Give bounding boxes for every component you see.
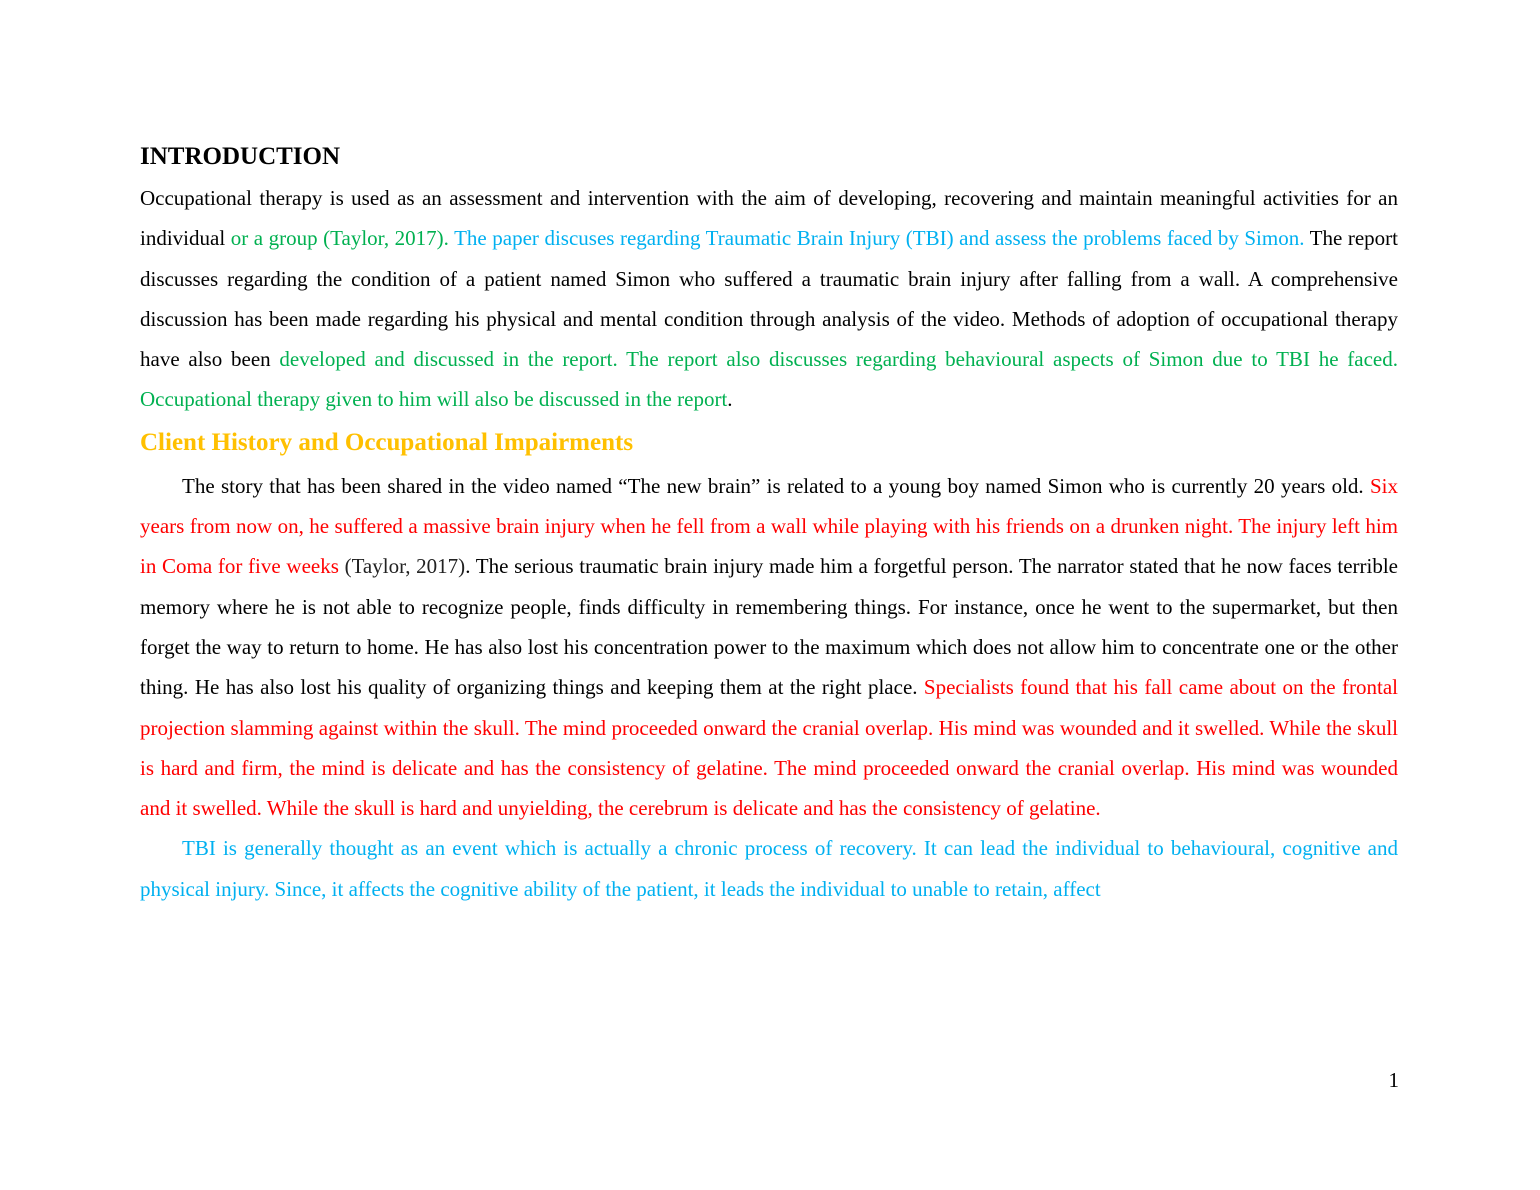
intro-text-5: developed and discussed in the report. The report also discusses regarding behavioural aspects of Simon due to TBI he faced. Occupational therapy given to him will also be discussed in the report: [140, 347, 1398, 412]
client-text-2: Six years from now on, he suffered a massive brain injury when he fell from a wall while playing with his friends on a drunken night. The injury left him in Coma for five weeks: [140, 473, 1398, 579]
intro-text-2: or a group (Taylor, 2017).: [230, 226, 455, 251]
page-number: 1: [1388, 1068, 1399, 1092]
client-text-5: Specialists found that his fall came about on the frontal projection slamming against within the skull. The mind proceeded onward the cranial overlap. His mind was wounded and it swelled. While the skull is hard and firm, the mind is delicate and has the consistency of gelatine. The mind proceeded onward the cranial overlap. His mind was wounded and it swelled. While the skull is hard and unyielding, the cerebrum is delicate and has the consistency of gelatine.: [140, 675, 1398, 821]
client-history-heading: Client History and Occupational Impairments: [140, 428, 634, 456]
client-text-1: The story that has been shared in the video named “The new brain” is related to a young boy named Simon who is currently 20 years old.: [182, 473, 1370, 498]
tbi-paragraph: [140, 828, 1398, 909]
tbi-text-1: TBI is generally thought as an event which is actually a chronic process of recovery. It can lead the individual to behavioural, cognitive and physical injury. Since, it affects the cognitive ability of the patient, it leads the individual to unable to retain, affect: [140, 836, 1398, 901]
intro-text-1: Occupational therapy is used as an assessment and intervention with the aim of developing, recovering and maintain meaningful activities for an individual: [140, 186, 1398, 251]
introduction-paragraph: [140, 178, 1398, 420]
client-citation: (Taylor, 2017): [338, 554, 466, 579]
client-text-4: . The serious traumatic brain injury made him a forgetful person. The narrator stated that he now faces terrible memory where he is not able to recognize people, finds difficulty in remembering things. For instance, once he went to the supermarket, but then forget the way to return to home. He has also lost his concentration power to the maximum which does not allow him to concentrate one or the other thing. He has also lost his quality of organizing things and keeping them at the right place.: [140, 554, 1398, 700]
client-history-paragraph: [140, 466, 1398, 829]
document-page: [140, 138, 1398, 909]
intro-text-4: The report discusses regarding the condition of a patient named Simon who suffered a traumatic brain injury after falling from a wall. A comprehensive discussion has been made regarding his physical and mental condition through analysis of the video. Methods of adoption of occupational therapy have also been: [140, 226, 1398, 372]
intro-text-6: .: [727, 387, 733, 412]
introduction-heading: INTRODUCTION: [140, 143, 341, 170]
intro-text-3: The paper discuses regarding Traumatic Brain Injury (TBI) and assess the problems faced by Simon.: [454, 226, 1305, 251]
